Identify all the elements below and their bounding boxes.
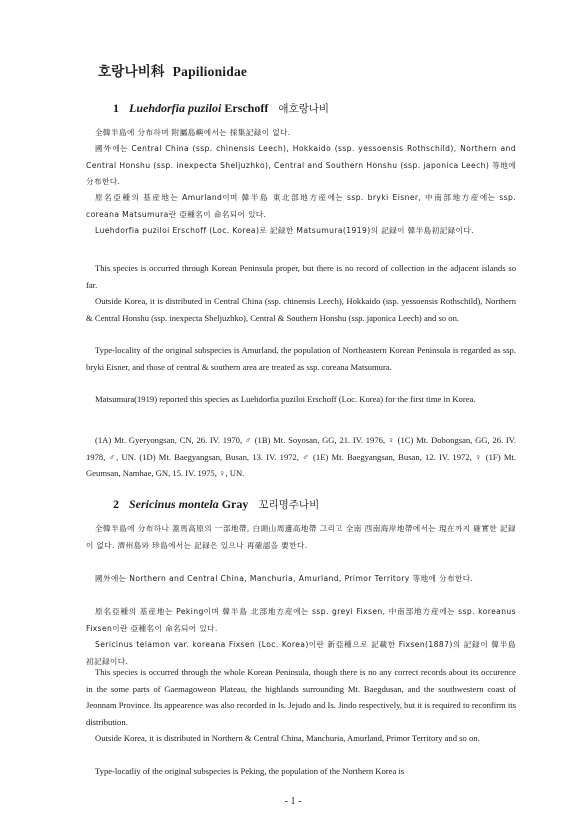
paragraph-english: Matsumura(1919) reported this species as Luehdorfia puziloi Erschoff (Loc. Korea) for the first time in Korea. xyxy=(95,394,476,404)
family-korean: 호랑나비科 xyxy=(98,64,165,80)
specimen-records: (1A) Mt. Gyeryongsan, CN, 26. IV. 1970, ♂ (1B) Mt. Soyosan, GG, 21. IV. 1976, ♀ (1C) Mt. Dobongsan, GG, 26. IV. 1978, ♂, UN. (1D) Mt. Baegyangsan, Busan, 13. IV. 1972, ♂ (1E) Mt. Baegyangsan, Busan, 12. IV. 1972, ♀ (1F) Mt. Geumsan, Namhae, GN, 15. IV. 1975, ♀, UN. xyxy=(86,435,516,478)
paragraph-korean: 原名亞種의 基産地는 Amurland이며 韓半島 東北部地方産에는 ssp. bryki Eisner, 中南部地方産에는 ssp. coreana Matsumura란 亞種名이 命名되어 있다. xyxy=(86,193,516,219)
paragraph-english: Type-locality of the original subspecies is Amurland, the population of Northeastern Korean Peninsula is regarded as ssp. bryki Eisner, and those of central & southern area are treated as ssp. coreana Matsumura. xyxy=(86,345,516,372)
paragraph-korean: 原名亞種의 基産地는 Peking이며 韓半島 北部地方産에는 ssp. greyi Fixsen, 中南部地方産에는 ssp. koreanus Fixsen이란 亞種名이 命名되어 있다. xyxy=(86,607,516,633)
paragraph-english: This species is occurred through the whole Korean Peninsula, though there is no any correct records about its occurence in the some parts of Gaemagoweon Plateau, the highlands surrounding Mt. Baegdusan, and the southwestern coast of Jeonnam Province. Its appearence was also recorded in Is. Jejudo and Is. Jindo respectively, but it is required to reconfirm its distribution. xyxy=(86,667,516,727)
family-heading xyxy=(98,60,247,80)
paragraph-korean: 國外에는 Central China (ssp. chinensis Leech), Hokkaido (ssp. yessoensis Rothschild), Northern and Central Honshu (ssp. inexpecta Sheljuzhko), Central and Southern Honshu (ssp. japonica Leech) 等地에 分布한다. xyxy=(86,144,516,186)
species-korean-name: 애호랑나비 xyxy=(278,103,330,115)
family-latin: Papilionidae xyxy=(172,64,248,79)
paragraph-korean: Luehdorfia puziloi Erschoff (Loc. Korea)로 記録한 Matsumura(1919)의 記録이 韓半島初記録이다. xyxy=(95,226,474,235)
page-number: - 1 - xyxy=(284,796,302,807)
species-heading-1 xyxy=(113,101,329,116)
species-author: Erschoff xyxy=(224,101,269,115)
paragraph-english: Outside Korea, it is distributed in Central China (ssp. chinensis Leech), Hokkaido (ssp. yessoensis Rothschild), Northern & Central Honshu (ssp. inexpecta Sheljuzhko), Central & Southern Honshu (ssp. japonica Leech) and so on. xyxy=(86,296,516,323)
species-number: 1 xyxy=(113,101,119,115)
paragraph-english: Outside Korea, it is distributed in Northern & Central China, Manchuria, Amurland, Primor Territory and so on. xyxy=(95,733,480,743)
paragraph-korean: 全韓半島에 分布하나 蓋馬高原의 一部地帶, 白頭山周邊高地帶 그리고 全南 西南海岸地帶에서는 現在까지 確實한 記録이 없다. 濟州島와 珍島에서는 記録은 있으나 再確認을 要한다. xyxy=(86,524,516,550)
paragraph-korean: 全韓半島에 分布하며 附屬島嶼에서는 採集記録이 없다. xyxy=(95,128,291,137)
paragraph-korean: Sericinus telamon var. koreana Fixsen (Loc. Korea)이란 新亞種으로 記載한 Fixsen(1887)의 記録이 韓半島初記録이다. xyxy=(86,640,516,666)
paragraph-english: Type-locatliy of the original subspecies is Peking, the population of the Northern Korea is xyxy=(95,766,405,776)
species-korean-name: 꼬리명주나비 xyxy=(258,499,320,511)
species-scientific-name: Luehdorfia puziloi xyxy=(129,101,222,115)
species-heading-2 xyxy=(113,497,319,512)
paragraph-english: This species is occurred through Korean Peninsula proper, but there is no record of collection in the adjacent islands so far. xyxy=(86,263,516,290)
paragraph-korean: 國外에는 Northern and Central China, Manchuria, Amurland, Primor Territory 等地에 分布한다. xyxy=(95,574,474,583)
species-number: 2 xyxy=(113,497,119,511)
species-author: Gray xyxy=(221,497,249,511)
species-scientific-name: Sericinus montela xyxy=(129,497,219,511)
